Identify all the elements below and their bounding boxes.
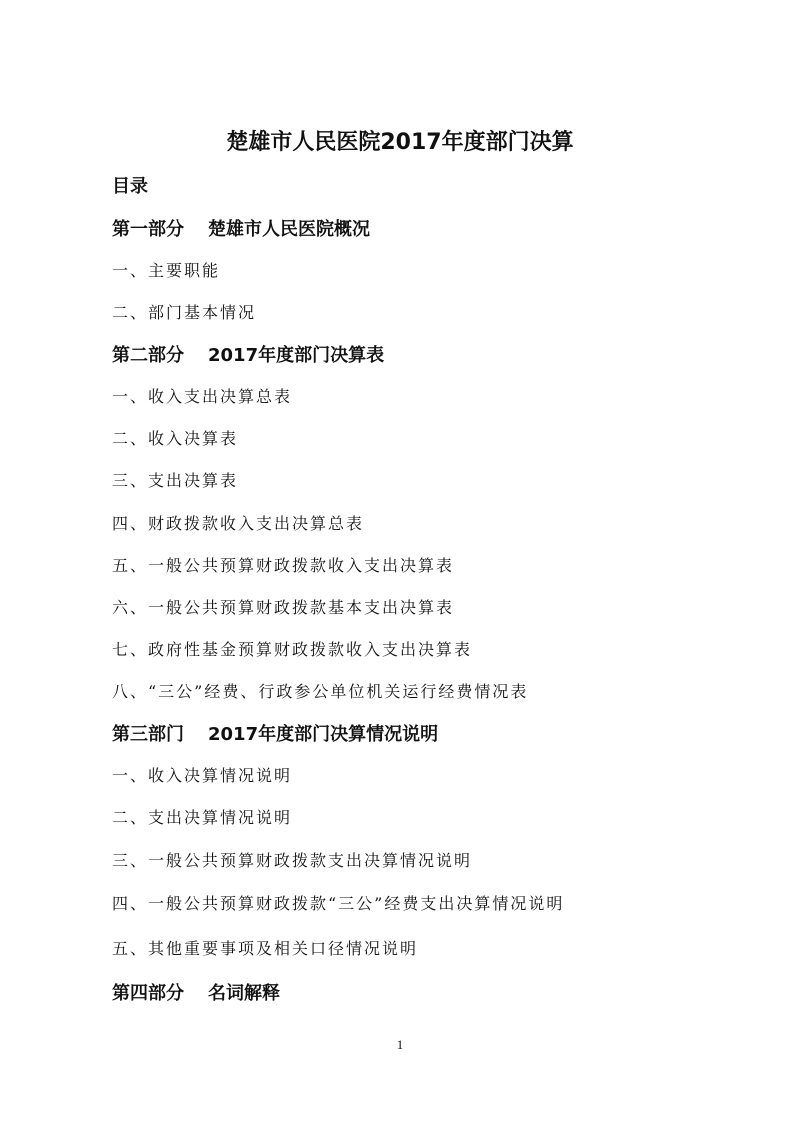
page-number: 1	[396, 1037, 404, 1052]
toc-item-part3-3: 三、一般公共预算财政拨款支出决算情况说明	[112, 851, 473, 870]
toc-item-part2-6: 六、一般公共预算财政拨款基本支出决算表	[112, 598, 455, 617]
toc-item-part3-5: 五、其他重要事项及相关口径情况说明	[112, 939, 419, 958]
part3-heading-line	[112, 722, 438, 748]
part1-label: 第一部分	[112, 219, 184, 240]
toc-label: 目录	[112, 176, 148, 197]
part2-label: 第二部分	[112, 345, 184, 366]
toc-item-part2-3: 三、支出决算表	[112, 471, 239, 490]
part3-label: 第三部门	[112, 724, 184, 745]
part4-label: 第四部分	[112, 983, 184, 1004]
toc-item-part3-2: 二、支出决算情况说明	[112, 808, 293, 827]
toc-item-part2-7: 七、政府性基金预算财政拨款收入支出决算表	[112, 640, 473, 659]
toc-item-part1-2: 二、部门基本情况	[112, 303, 257, 322]
toc-item-part1-1: 一、主要职能	[112, 261, 221, 280]
toc-item-part2-2: 二、收入决算表	[112, 429, 239, 448]
toc-item-part2-4: 四、财政拨款收入支出决算总表	[112, 514, 365, 533]
part2-heading: 2017年度部门决算表	[208, 345, 385, 366]
part4-heading: 名词解释	[208, 983, 280, 1004]
part1-heading-line	[112, 217, 370, 243]
document-title: 楚雄市人民医院2017年度部门决算	[226, 130, 574, 155]
toc-item-part2-8: 八、“三公”经费、行政参公单位机关运行经费情况表	[112, 682, 529, 701]
toc-item-part2-1: 一、收入支出决算总表	[112, 387, 293, 406]
toc-item-part3-4: 四、一般公共预算财政拨款“三公”经费支出决算情况说明	[112, 894, 565, 913]
part4-heading-line	[112, 981, 280, 1007]
part3-heading: 2017年度部门决算情况说明	[208, 724, 439, 745]
toc-item-part2-5: 五、一般公共预算财政拨款收入支出决算表	[112, 556, 455, 575]
part2-heading-line	[112, 343, 384, 369]
part1-heading: 楚雄市人民医院概况	[208, 219, 370, 240]
toc-item-part3-1: 一、收入决算情况说明	[112, 766, 293, 785]
